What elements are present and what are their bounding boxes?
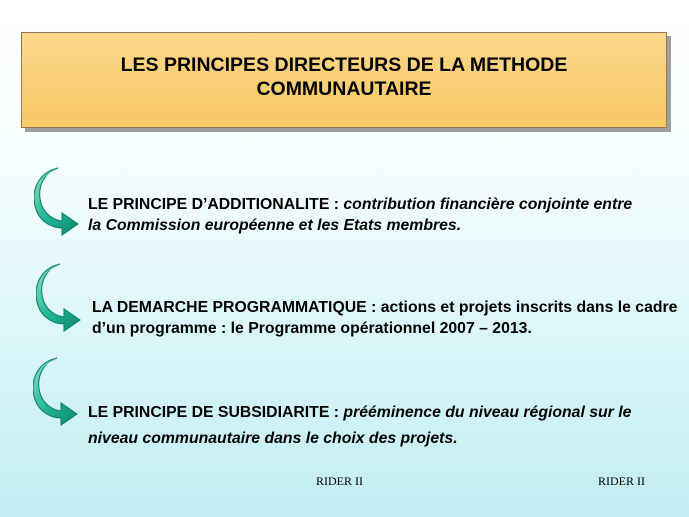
footer-left: RIDER II bbox=[316, 474, 363, 488]
slide-title: LES PRINCIPES DIRECTEURS DE LA METHODE COMMUNAUTAIRE bbox=[120, 54, 568, 100]
curved-arrow-icon bbox=[36, 262, 84, 332]
programmatic-approach-lead: LA DEMARCHE PROGRAMMATIQUE : bbox=[92, 299, 381, 316]
principle-additionality-desc: contribution financière conjointe entre la Commission européenne et les Etats membres. bbox=[88, 196, 633, 234]
principle-subsidiarity-lead: LE PRINCIPE DE SUBSIDIARITE : bbox=[88, 404, 344, 421]
footer-right: RIDER II bbox=[598, 474, 645, 488]
programmatic-approach-desc: actions et projets inscrits dans le cadre d’un programme : le Programme opérationnel 2007 – 2013. bbox=[92, 299, 678, 337]
programmatic-approach bbox=[92, 297, 685, 339]
principle-subsidiarity-desc: prééminence du niveau régional sur le niveau communautaire dans le choix des projets. bbox=[88, 404, 632, 447]
title-box bbox=[21, 32, 667, 128]
curved-arrow-icon bbox=[33, 356, 81, 426]
curved-arrow-icon bbox=[34, 166, 82, 236]
principle-additionality bbox=[88, 194, 648, 236]
principle-subsidiarity bbox=[88, 400, 678, 452]
principle-additionality-lead: LE PRINCIPE D’ADDITIONALITE : bbox=[88, 196, 344, 213]
